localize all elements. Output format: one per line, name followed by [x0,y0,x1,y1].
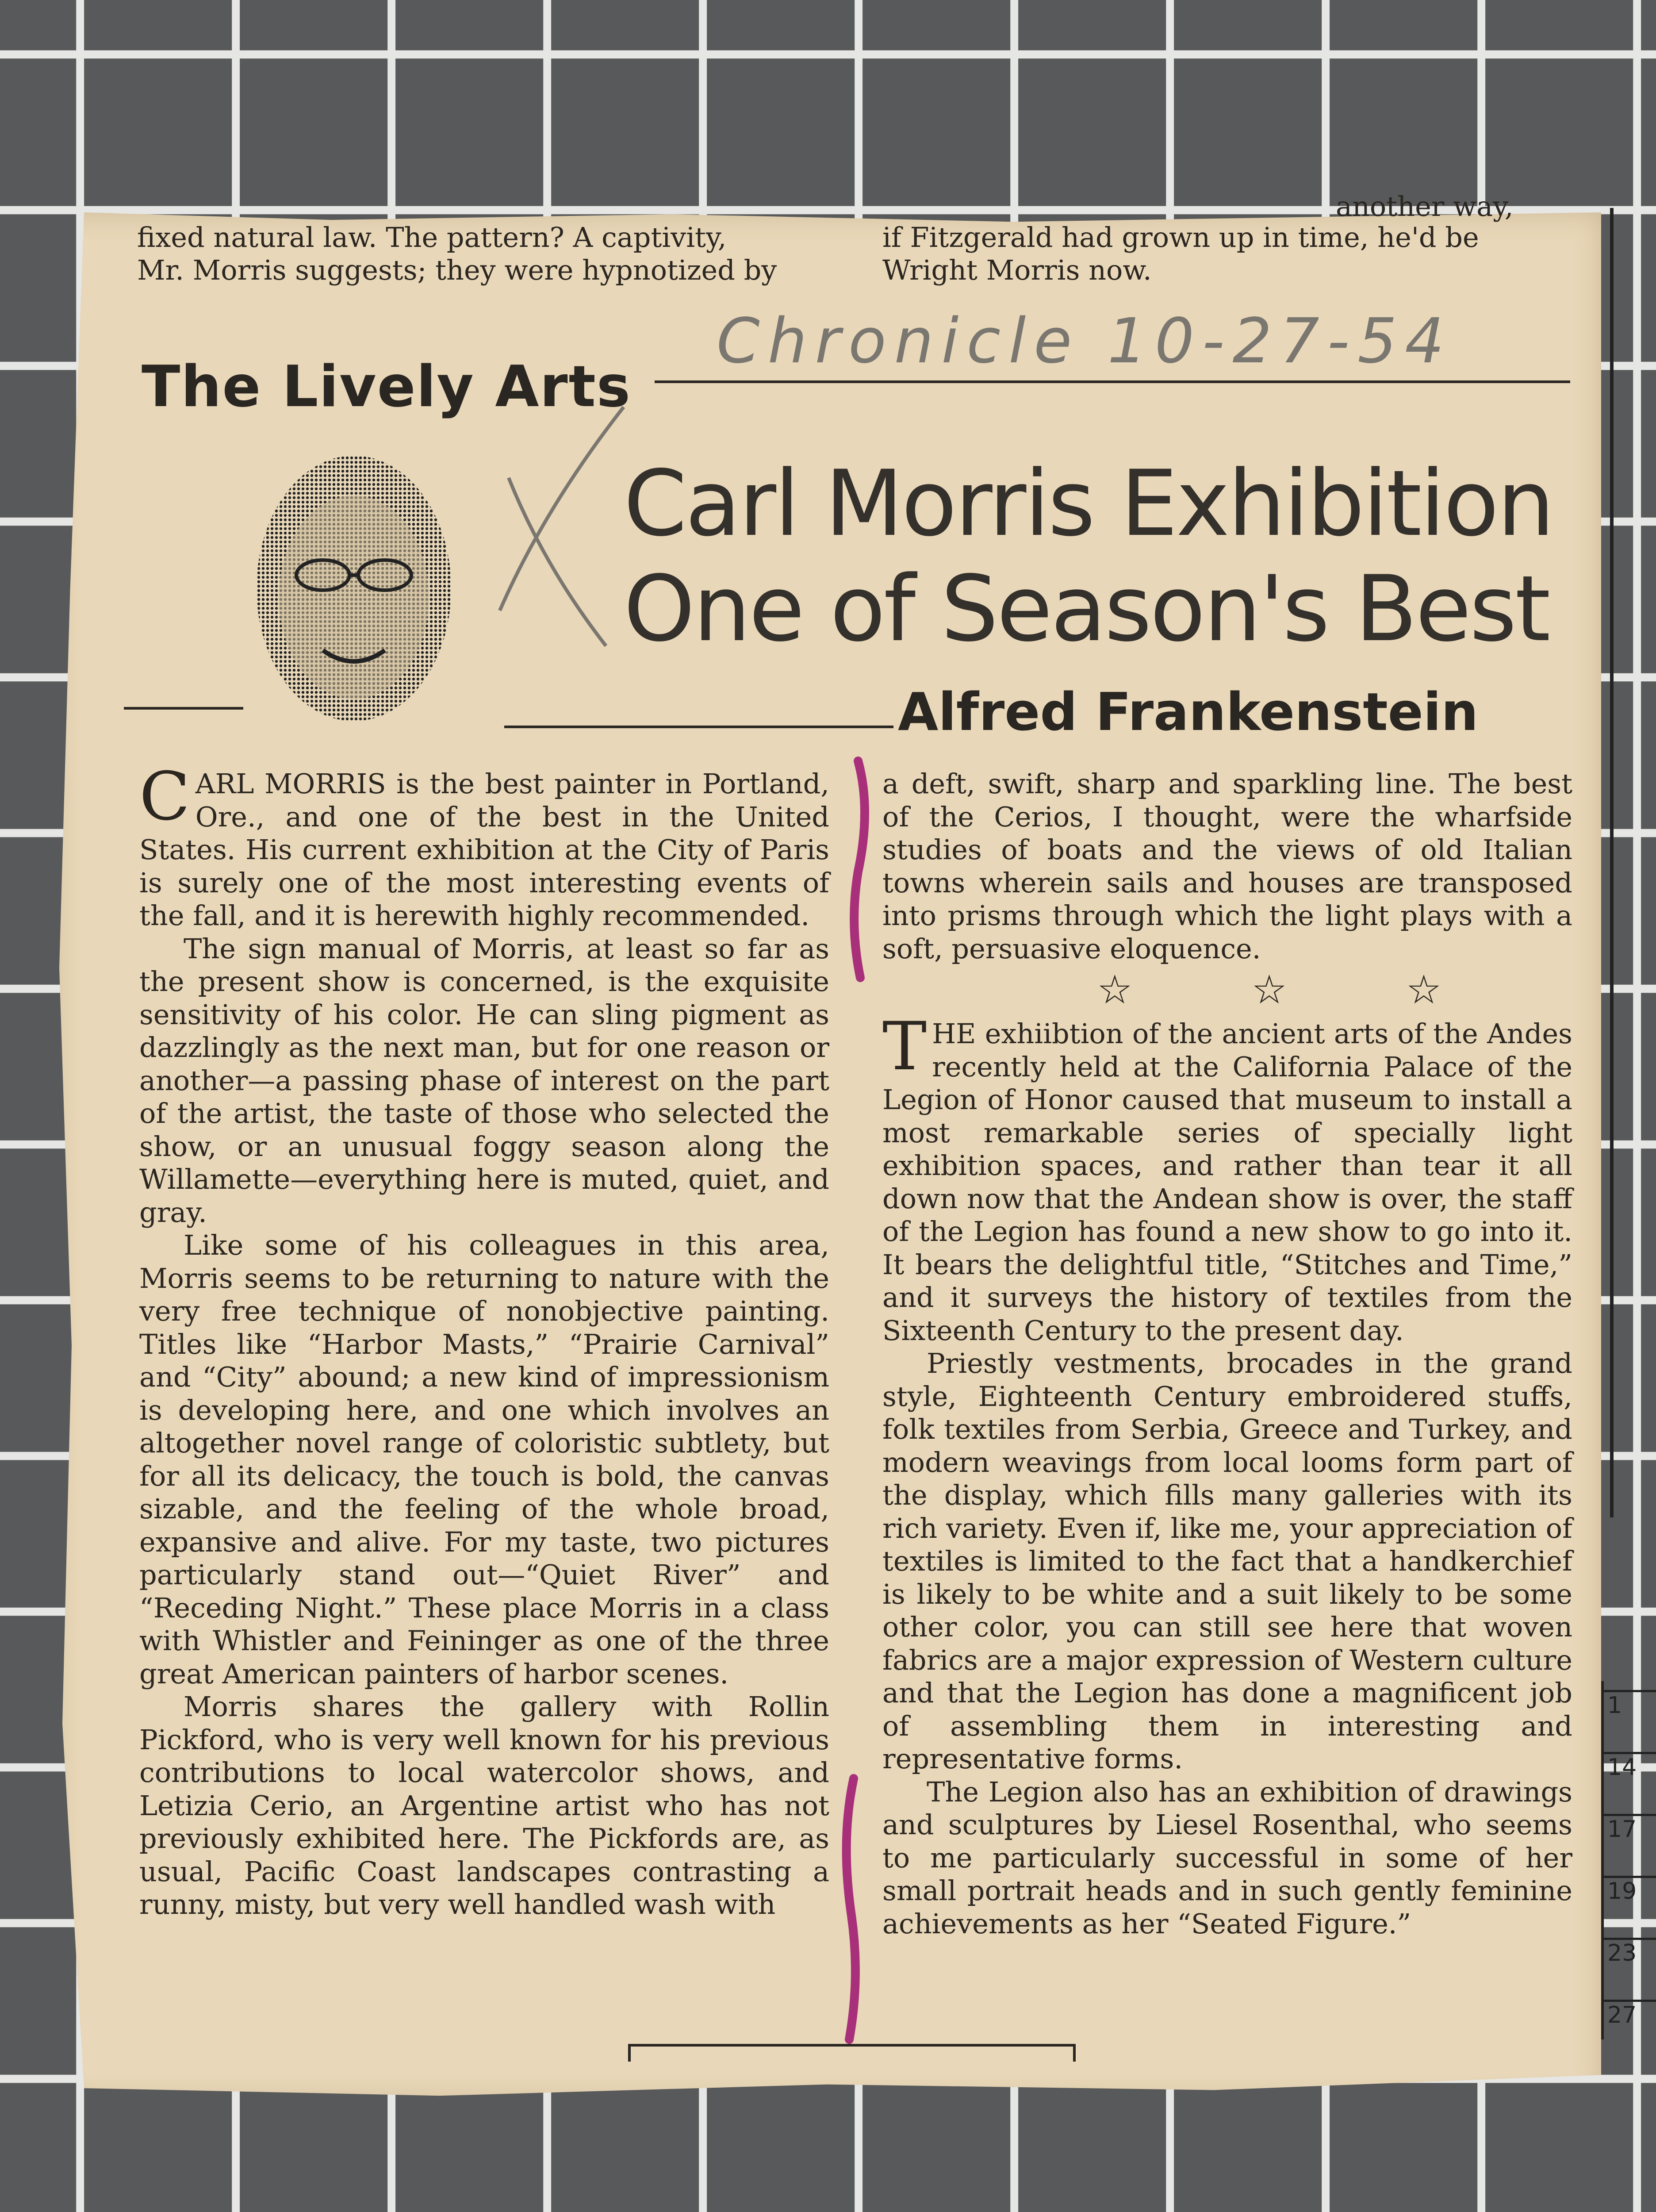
left-column [139,758,829,1921]
paragraph: Morris shares the gallery with Rollin Pickford, who is very well known for his previous contributions to local watercolor shows, and Letizia Cerio, an Argentine artist who has not previously exhibited here. The Pickfords are, as usual, Pacific Coast landscapes contrasting a runny, misty, but very well handled wash with [139,1690,829,1920]
paragraph: THE exhiibtion of the ancient arts of the Andes recently held at the California Palace of the Legion of Honor caused that museum to install a most remarkable series of specially light exhibition spaces, and rather than tear it all down now that the Andean show is over, the staff of the Legion has found a new show to go into it. It bears the delightful title, “Stitches and Time,” and it surveys the history of textiles from the Sixteenth Century to the present day. [882,1008,1572,1347]
handwritten-date: Chronicle 10-27-54 [717,305,1453,377]
byline: Alfred Frankenstein [898,681,1479,742]
top-right-continuation: if Fitzgerald had grown up in time, he'd be Wright Morris now. [882,221,1479,286]
top-right-partial: another way, [1336,190,1514,223]
paragraph: The Legion also has an exhibition of drawings and sculptures by Liesel Rosenthal, who seems to me particularly successful in some of her small portrait heads and in such gently feminine achievements as her “Seated Figure.” [882,1775,1572,1940]
section-heading: The Lively Arts [142,354,631,420]
paragraph: Like some of his colleagues in this area, Morris seems to be returning to nature with the very free technique of nonobjective painting. Titles like “Harbor Masts,” “Prairie Carnival” and “City” abound; a new kind of impressionism is developing here, and one which involves an altogether novel range of coloristic subtlety, but for all its delicacy, the touch is bold, the canvas sizable, and the feeling of the whole broad, expansive and alive. For my taste, two pictures particularly stand out—“Quiet River” and “Receding Night.” These place Morris in a class with Whistler and Feininger as one of the three great American painters of harbor scenes. [139,1229,829,1690]
measurement-ruler: 1 14 17 19 23 27 [1601,1681,1656,2039]
marker-bracket-top [840,757,880,987]
bottom-border-fragment [628,2044,1076,2062]
author-portrait [248,442,460,734]
section-stars: ☆ ☆ ☆ [1097,967,1495,1013]
right-column [882,768,1572,965]
right-column-lower [882,1008,1572,1940]
pencil-mark [491,398,637,664]
headline: Carl Morris Exhibition One of Season's Best [624,451,1553,662]
paragraph: a deft, swift, sharp and sparkling line. The best of the Cerios, I thought, were the wharfside studies of boats and the views of old Italian towns wherein sails and houses are transposed into prisms through which the light plays with a soft, persuasive eloquence. [882,768,1572,965]
section-rule [655,380,1570,383]
adjacent-clipping-edge [1610,208,1614,1517]
marker-bracket-bottom [832,1774,871,2048]
paragraph: The sign manual of Morris, at least so far as the present show is concerned, is the exquisite sensitivity of his color. He can sling pigment as dazzlingly as the next man, but for one reason or another—a passing phase of interest on the part of the artist, the taste of those who selected the show, or an unusual foggy season along the Willamette—everything here is muted, quiet, and gray. [139,932,829,1229]
paragraph: Priestly vestments, brocades in the grand style, Eighteenth Century embroidered stuffs, folk textiles from Serbia, Greece and Turkey, and modern weavings from local looms form part of the display, which fills many galleries with its rich variety. Even if, like me, your appreciation of textiles is limited to the fact that a handkerchief is likely to be white and a suit likely to be some other color, you can still see here that woven fabrics are a major expression of Western culture and that the Legion has done a magnificent job of assembling them in interesting and representative forms. [882,1347,1572,1775]
byline-rule-left [124,707,243,710]
paragraph: CARL MORRIS is the best painter in Portland, Ore., and one of the best in the United States. His current exhibition at the City of Paris is surely one of the most interesting events of the fall, and it is herewith highly recommended. [139,758,829,932]
top-left-continuation: fixed natural law. The pattern? A captivity, Mr. Morris suggests; they were hypnotized by [137,221,777,286]
byline-rule [504,726,893,728]
